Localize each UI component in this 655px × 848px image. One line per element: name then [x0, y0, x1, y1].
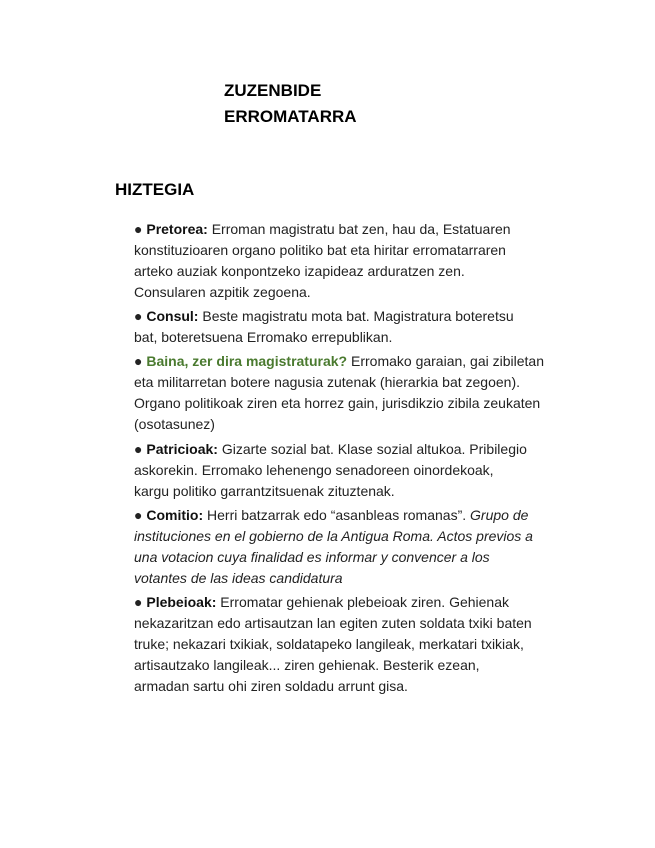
entry-line: una votacion cuya finalidad es informar y convencer a los	[134, 549, 490, 565]
title-line-1: ZUZENBIDE	[224, 81, 322, 100]
bullet-icon: ●	[134, 221, 143, 237]
glossary-definition: Erromatar gehienak plebeioak ziren. Gehienak	[220, 594, 510, 610]
entry-line: (osotasunez)	[134, 416, 215, 432]
entry-line	[134, 219, 584, 240]
entry-line	[134, 306, 584, 327]
glossary-definition: Gizarte sozial bat. Klase sozial altukoa. Pribilegio	[221, 441, 527, 457]
glossary-definition: Herri batzarrak edo “asanbleas romanas”.	[207, 507, 467, 523]
glossary-list	[134, 219, 584, 700]
glossary-term: Pretorea:	[146, 221, 208, 237]
section-heading: HIZTEGIA	[115, 180, 195, 199]
entry-line: Organo politikoak ziren eta horrez gain, jurisdikzio zibila zeukaten	[134, 395, 541, 411]
glossary-entry-pretorea	[134, 219, 584, 303]
document-title	[224, 78, 357, 130]
glossary-entry-patricioak	[134, 439, 584, 502]
bullet-icon: ●	[134, 353, 143, 369]
entry-line: eta militarretan botere nagusia zutenak (hierarkia bat zegoen).	[134, 374, 520, 390]
glossary-entry-comitio	[134, 505, 584, 589]
entry-line: askorekin. Erromako lehenengo senadoreen oinordekoak,	[134, 462, 494, 478]
glossary-term: Comitio:	[146, 507, 204, 523]
glossary-definition: Erroman magistratu bat zen, hau da, Estatuaren	[211, 221, 511, 237]
entry-line	[134, 351, 584, 372]
entry-line: nekazaritzan edo artisautzan lan egiten zuten soldata txiki baten	[134, 615, 532, 631]
bullet-icon: ●	[134, 308, 143, 324]
bullet-icon: ●	[134, 594, 143, 610]
entry-line: konstituzioaren organo politiko bat eta hiritar erromatarraren	[134, 242, 506, 258]
glossary-entry-magistraturak	[134, 351, 584, 435]
entry-line: arteko auziak konpontzeko izapideaz arduratzen zen.	[134, 263, 465, 279]
entry-line	[134, 592, 584, 613]
entry-line: truke; nekazari txikiak, soldatapeko langileak, merkatari txikiak,	[134, 636, 524, 652]
entry-line: bat, boteretsuena Erromako errepublikan.	[134, 329, 393, 345]
entry-line: Consularen azpitik zegoena.	[134, 284, 311, 300]
glossary-term: Plebeioak:	[146, 594, 217, 610]
glossary-definition-italic: Grupo de	[470, 507, 529, 523]
entry-line	[134, 505, 584, 526]
bullet-icon: ●	[134, 507, 143, 523]
glossary-term: Patricioak:	[146, 441, 218, 457]
entry-line: armadan sartu ohi ziren soldadu arrunt gisa.	[134, 678, 408, 694]
entry-line: kargu politiko garrantzitsuenak zituztenak.	[134, 483, 395, 499]
entry-line: instituciones en el gobierno de la Antigua Roma. Actos previos a	[134, 528, 533, 544]
entry-line: votantes de las ideas candidatura	[134, 570, 343, 586]
glossary-entry-consul	[134, 306, 584, 348]
bullet-icon: ●	[134, 441, 143, 457]
glossary-definition: Erromako garaian, gai zibiletan	[351, 353, 544, 369]
title-line-2: ERROMATARRA	[224, 107, 357, 126]
glossary-term: Consul:	[146, 308, 199, 324]
entry-line: artisautzako langileak... ziren gehienak. Besterik ezean,	[134, 657, 480, 673]
entry-line	[134, 439, 584, 460]
glossary-term-question: Baina, zer dira magistraturak?	[146, 353, 348, 369]
glossary-definition: Beste magistratu mota bat. Magistratura boteretsu	[202, 308, 514, 324]
glossary-entry-plebeioak	[134, 592, 584, 697]
